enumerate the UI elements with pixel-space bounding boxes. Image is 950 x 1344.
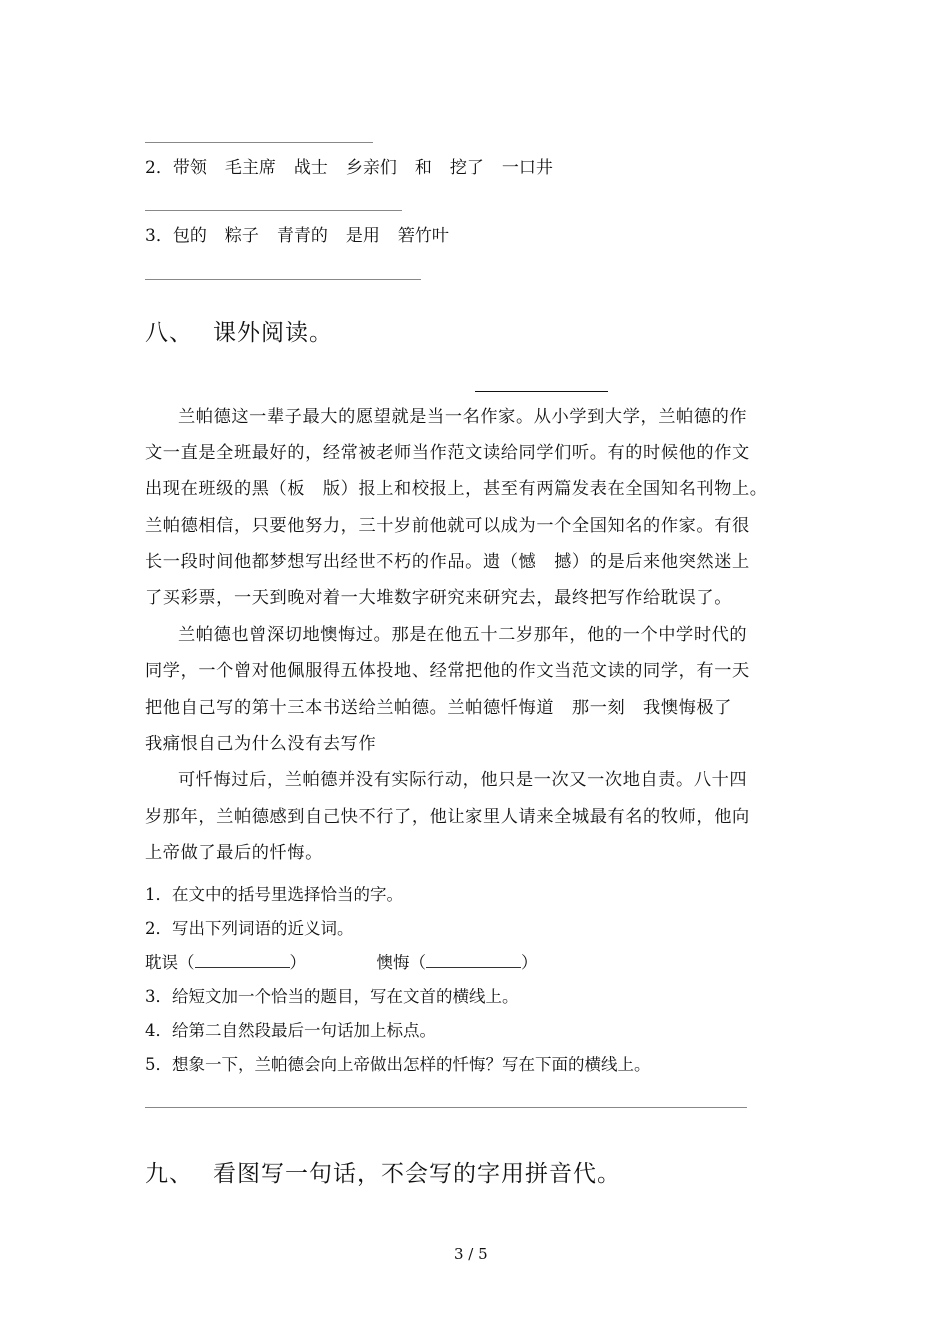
question-5: 5．想象一下，兰帕德会向上帝做出怎样的忏悔？写在下面的横线上。 xyxy=(145,1055,651,1074)
sentence-number: 2． xyxy=(145,158,173,178)
passage-line: 长一段时间他都梦想写出经世不朽的作品。遗（憾 撼）的是后来他突然迷上 xyxy=(145,552,750,572)
question-1: 1．在文中的括号里选择恰当的字。 xyxy=(145,885,403,904)
question-4: 4．给第二自然段最后一句话加上标点。 xyxy=(145,1021,436,1040)
passage-line: 了买彩票，一天到晚对着一大堆数字研究来研究去，最终把写作给耽误了。 xyxy=(145,588,732,608)
title-answer-line[interactable] xyxy=(475,391,608,392)
bracket-open: （ xyxy=(178,953,195,972)
word: 箬竹叶 xyxy=(397,226,449,246)
section-title: 课外阅读。 xyxy=(213,320,333,346)
section-heading-8 xyxy=(145,318,333,348)
word: 战士 xyxy=(293,158,328,178)
sentence-number: 3． xyxy=(145,226,173,246)
synonym-blank-2[interactable] xyxy=(426,953,521,968)
word: 和 xyxy=(414,158,432,178)
bracket-open: （ xyxy=(409,953,426,972)
word-order-sentence-2 xyxy=(145,156,571,180)
word: 一口井 xyxy=(501,158,553,178)
word: 乡亲们 xyxy=(345,158,397,178)
passage-line: 上帝做了最后的忏悔。 xyxy=(145,843,323,863)
passage-line: 文一直是全班最好的，经常被老师当作范文读给同学们听。有的时候他的作文 xyxy=(145,443,750,463)
passage-line: 出现在班级的黑（板 版）报上和校报上，甚至有两篇发表在全国知名刊物上。 xyxy=(145,479,768,499)
bracket-close: ） xyxy=(289,953,306,972)
passage-line: 我痛恨自己为什么没有去写作 xyxy=(145,734,377,754)
passage-line: 兰帕德也曾深切地懊悔过。那是在他五十二岁那年，他的一个中学时代的 xyxy=(178,625,748,645)
word: 青青的 xyxy=(276,226,328,246)
question-3: 3．给短文加一个恰当的题目，写在文首的横线上。 xyxy=(145,987,519,1006)
passage-line: 岁那年，兰帕德感到自己快不行了，他让家里人请来全城最有名的牧师，他向 xyxy=(145,807,750,827)
section-heading-9 xyxy=(145,1159,621,1189)
section-number: 八、 xyxy=(145,320,193,346)
passage-line: 同学，一个曾对他佩服得五体投地、经常把他的作文当范文读的同学，有一天 xyxy=(145,661,750,681)
word: 挖了 xyxy=(449,158,484,178)
passage-line: 可忏悔过后，兰帕德并没有实际行动，他只是一次又一次地自责。八十四 xyxy=(178,770,748,790)
word: 粽子 xyxy=(224,226,259,246)
passage-line: 兰帕德相信，只要他努力，三十岁前他就可以成为一个全国知名的作家。有很 xyxy=(145,516,750,536)
word-order-sentence-3 xyxy=(145,224,467,248)
word: 是用 xyxy=(345,226,380,246)
bracket-close: ） xyxy=(521,953,538,972)
word: 包的 xyxy=(172,226,207,246)
page-number: 3 / 5 xyxy=(454,1245,488,1263)
synonym-word-2: 懊悔 xyxy=(376,953,410,972)
synonym-blank-1[interactable] xyxy=(195,953,290,968)
question-5-answer-line[interactable] xyxy=(145,1107,747,1108)
section-title: 看图写一句话，不会写的字用拼音代。 xyxy=(213,1161,621,1187)
synonym-word-1: 耽误 xyxy=(145,953,178,972)
answer-line-2[interactable] xyxy=(145,210,402,211)
passage-line: 把他自己写的第十三本书送给兰帕德。兰帕德忏悔道 那一刻 我懊悔极了 xyxy=(145,698,732,718)
answer-line-1[interactable] xyxy=(145,142,373,143)
answer-line-3[interactable] xyxy=(145,279,421,280)
question-2: 2．写出下列词语的近义词。 xyxy=(145,919,354,938)
synonym-row xyxy=(145,952,538,974)
word: 毛主席 xyxy=(224,158,276,178)
section-number: 九、 xyxy=(145,1161,193,1187)
passage-line: 兰帕德这一辈子最大的愿望就是当一名作家。从小学到大学，兰帕德的作 xyxy=(178,407,748,427)
word: 带领 xyxy=(172,158,207,178)
